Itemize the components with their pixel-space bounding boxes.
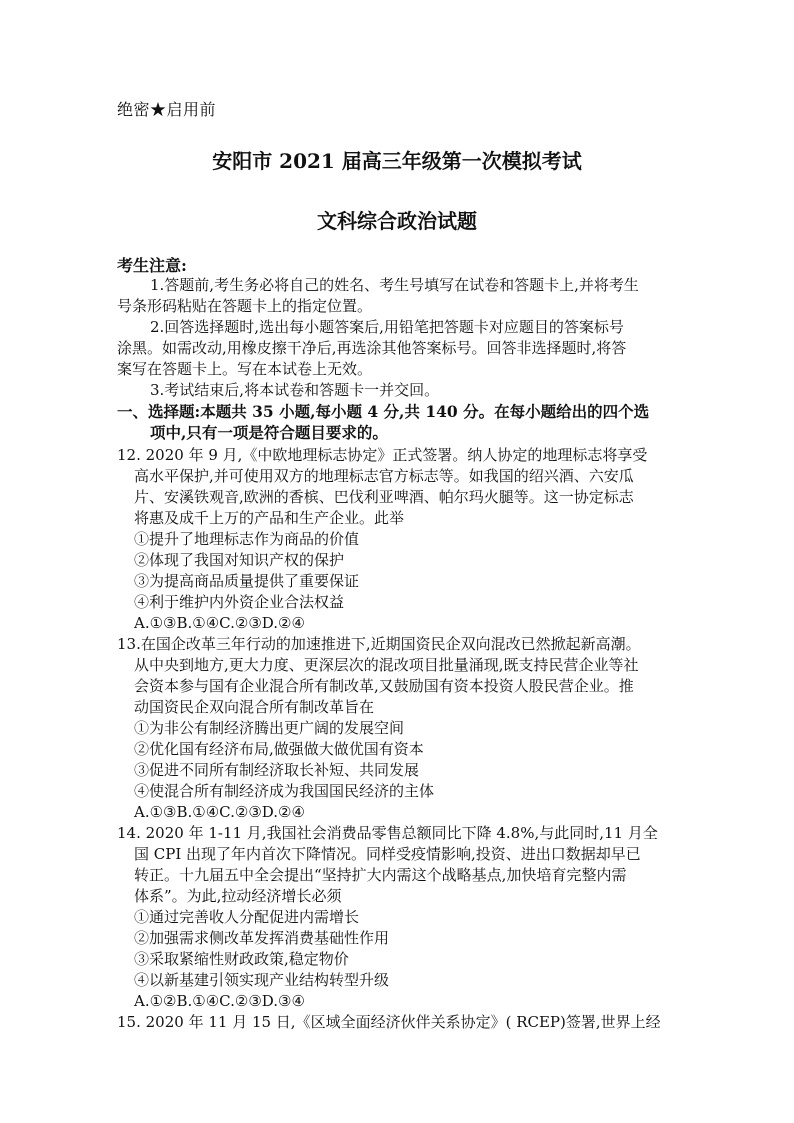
section-heading-cont: 项中,只有一项是符合题目要求的。 (150, 423, 388, 442)
question-13-stem: 13.在国企改革三年行动的加速推进下,近期国资民企双向混改已然掀起新高潮。 (117, 635, 641, 653)
question-14-option: ④以新基建引领实现产业结构转型升级 (134, 971, 390, 989)
exam-title: 安阳市 2021 届高三年级第一次模拟考试 (212, 149, 582, 173)
question-12-answers: A.①③B.①④C.②③D.②④ (134, 614, 305, 632)
question-12-stem: 片、安溪铁观音,欧洲的香槟、巴伐利亚啤酒、帕尔玛火腿等。这一协定标志 (134, 488, 634, 506)
notice-line: 案写在答题卡上。写在本试卷上无效。 (117, 360, 373, 378)
question-12-option: ④利于维护内外资企业合法权益 (134, 593, 345, 611)
question-12-option: ①提升了地理标志作为商品的价值 (134, 530, 360, 548)
notice-heading: 考生注意: (117, 256, 187, 275)
question-14-stem: 国 CPI 出现了年内首次下降情况。同样受疫情影响,投资、进出口数据却早已 (134, 845, 641, 863)
question-13-answers: A.①③B.①④C.②③D.②④ (134, 803, 305, 821)
notice-line: 涂黑。如需改动,用橡皮擦干净后,再选涂其他答案标号。回答非选择题时,将答 (117, 339, 627, 357)
question-12-stem: 将惠及成千上万的产品和生产企业。此举 (134, 509, 405, 527)
notice-line: 1.答题前,考生务必将自己的姓名、考生号填写在试卷和答题卡上,并将考生 (150, 276, 639, 294)
question-14-answers: A.①②B.①④C.②③D.③④ (134, 992, 305, 1010)
section-heading: 一、选择题:本题共 35 小题,每小题 4 分,共 140 分。在每小题给出的四个选 (117, 402, 650, 421)
question-15-stem: 15. 2020 年 11 月 15 日,《区域全面经济伙伴关系协定》( RCEP)签署,世界上经 (117, 1013, 661, 1031)
question-13-option: ③促进不同所有制经济取长补短、共同发展 (134, 761, 420, 779)
question-14-stem: 转正。十九届五中全会提出“坚持扩大内需这个战略基点,加快培育完整内需 (134, 866, 627, 884)
question-14-option: ②加强需求侧改革发挥消费基础性作用 (134, 929, 390, 947)
question-14-stem: 14. 2020 年 1-11 月,我国社会消费品零售总额同比下降 4.8%,与此同时,11 月全 (117, 824, 658, 842)
question-14-option: ③采取紧缩性财政政策,稳定物价 (134, 950, 349, 968)
question-12-option: ③为提高商品质量提供了重要保证 (134, 572, 360, 590)
question-13-stem: 从中央到地方,更大力度、更深层次的混改项目批量涌现,既支持民营企业等社 (134, 656, 639, 674)
question-14-stem: 体系”。为此,拉动经济增长必须 (134, 887, 342, 905)
question-13-stem: 动国资民企双向混合所有制改革旨在 (134, 698, 375, 716)
secret-mark: 绝密★启用前 (117, 100, 217, 119)
question-12-stem: 12. 2020 年 9 月,《中欧地理标志协定》正式签署。纳人协定的地理标志将享受 (117, 446, 648, 464)
notice-line: 3.考试结束后,将本试卷和答题卡一并交回。 (150, 381, 440, 399)
question-13-option: ②优化国有经济布局,做强做大做优国有资本 (134, 740, 424, 758)
question-13-stem: 会资本参与国有企业混合所有制改革,又鼓励国有资本投资人股民营企业。推 (134, 677, 634, 695)
question-13-option: ④使混合所有制经济成为我国国民经济的主体 (134, 782, 435, 800)
question-14-option: ①通过完善收人分配促进内需增长 (134, 908, 360, 926)
question-12-stem: 高水平保护,并可使用双方的地理标志官方标志等。如我国的绍兴酒、六安瓜 (134, 467, 634, 485)
notice-line: 号条形码粘贴在答题卡上的指定位置。 (117, 297, 373, 315)
exam-subtitle: 文科综合政治试题 (317, 209, 477, 233)
question-12-option: ②体现了我国对知识产权的保护 (134, 551, 345, 569)
notice-line: 2.回答选择题时,选出每小题答案后,用铅笔把答题卡对应题目的答案标号 (150, 318, 624, 336)
question-13-option: ①为非公有制经济腾出更广阔的发展空间 (134, 719, 405, 737)
